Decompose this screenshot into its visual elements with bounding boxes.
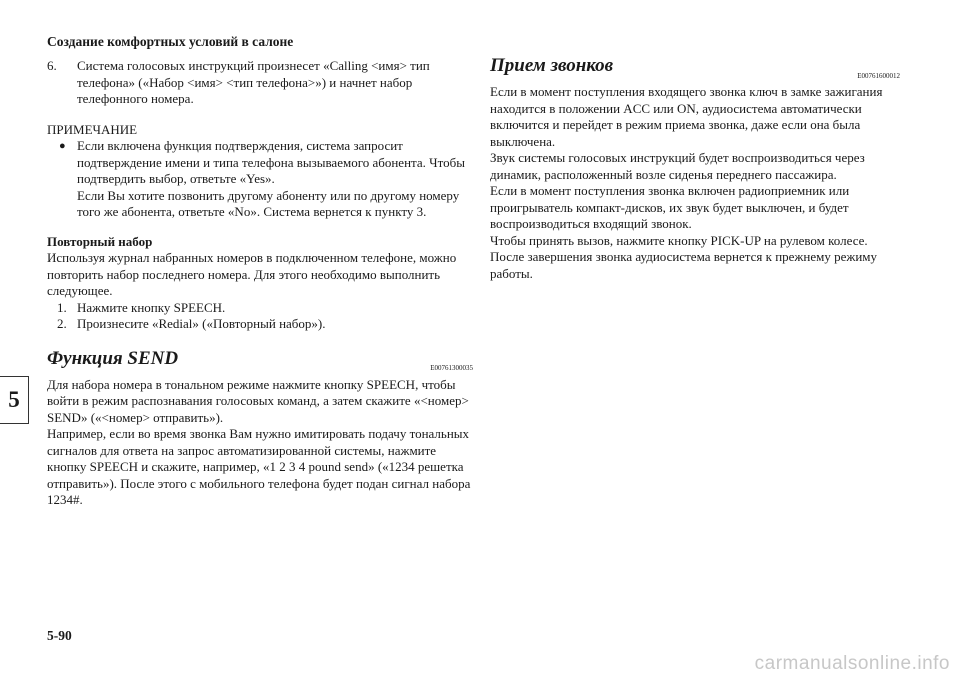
section-code: E00761300035 [430,364,473,372]
step-6 [47,58,473,108]
left-column [47,58,473,509]
section-heading-send-row [47,347,473,377]
section-code: E00761600012 [857,71,900,80]
list-item [57,316,473,333]
step-text: Система голосовых инструкций произнесет «Calling <имя> тип телефона» («Набор <имя> <тип телефона>») и начнет набор телефонного номера. [77,58,430,106]
note-text: Если включена функция подтверждения, система запросит подтверждение имени и типа телефона вызываемого абонента. Чтобы подтвердить выбор, ответьте «Yes». [77,138,465,186]
incoming-paragraph: Звук системы голосовых инструкций будет воспроизводиться через динамик, расположенный возле сиденья переднего пассажира. [490,150,865,182]
watermark[interactable]: carmanualsonline.info [754,653,950,674]
step-text: Нажмите кнопку SPEECH. [77,299,226,315]
page-number: 5-90 [47,628,72,643]
right-column [490,55,900,282]
incoming-paragraph: Если в момент поступления входящего звонка ключ в замке зажигания находится в положении ACC или ON, аудиосистема автоматически включится и перейдет в режим приема звонка, даже если она была выключена. [490,84,883,149]
send-paragraph: Для набора номера в тональном режиме нажмите кнопку SPEECH, чтобы войти в режим распознавания голосовых команд, а затем скажите «<номер> SEND» («<номер> отправить»). [47,376,469,425]
list-item [57,300,473,317]
send-paragraph: Например, если во время звонка Вам нужно имитировать подачу тональных сигналов для ответа на запрос автоматизированной системы, нажмите кнопку SPEECH и скажите, например, «1 2 3 4 pound send» («1234 решетка отправить»). После этого с мобильного телефона будет подан сигнал набора 1234#. [47,426,471,507]
step-text: Произнесите «Redial» («Повторный набор»). [77,316,326,331]
chapter-tab: 5 [0,376,29,424]
note-title: ПРИМЕЧАНИЕ [47,121,138,137]
page-header: Создание комфортных условий в салоне [47,34,294,49]
section-heading-redial: Повторный набор [47,233,153,249]
section-heading-incoming-row [490,55,900,84]
section-heading-send: Функция SEND [47,347,179,369]
bullet-icon: ● [59,140,66,152]
note-text: Если Вы хотите позвонить другому абоненту или по другому номеру того же абонента, ответьте «No». Система вернется к пункту 3. [77,187,460,219]
step-number: 1. [57,299,67,315]
step-number: 6. [47,58,57,73]
incoming-paragraph: После завершения звонка аудиосистема вернется к прежнему режиму работы. [490,249,878,281]
note-bullet-item [47,138,473,221]
step-number: 2. [57,316,67,331]
redial-paragraph: Используя журнал набранных номеров в подключенном телефоне, можно повторить набор последнего номера. Для этого необходимо выполнить следующее. [47,250,457,298]
incoming-paragraph: Чтобы принять вызов, нажмите кнопку PICK-UP на рулевом колесе. [490,232,868,248]
section-heading-incoming: Прием звонков [490,55,614,76]
incoming-paragraph: Если в момент поступления звонка включен радиоприемник или проигрыватель компакт-дисков, их звук будет выключен, и будет воспроизводиться входящий звонок. [490,183,850,231]
